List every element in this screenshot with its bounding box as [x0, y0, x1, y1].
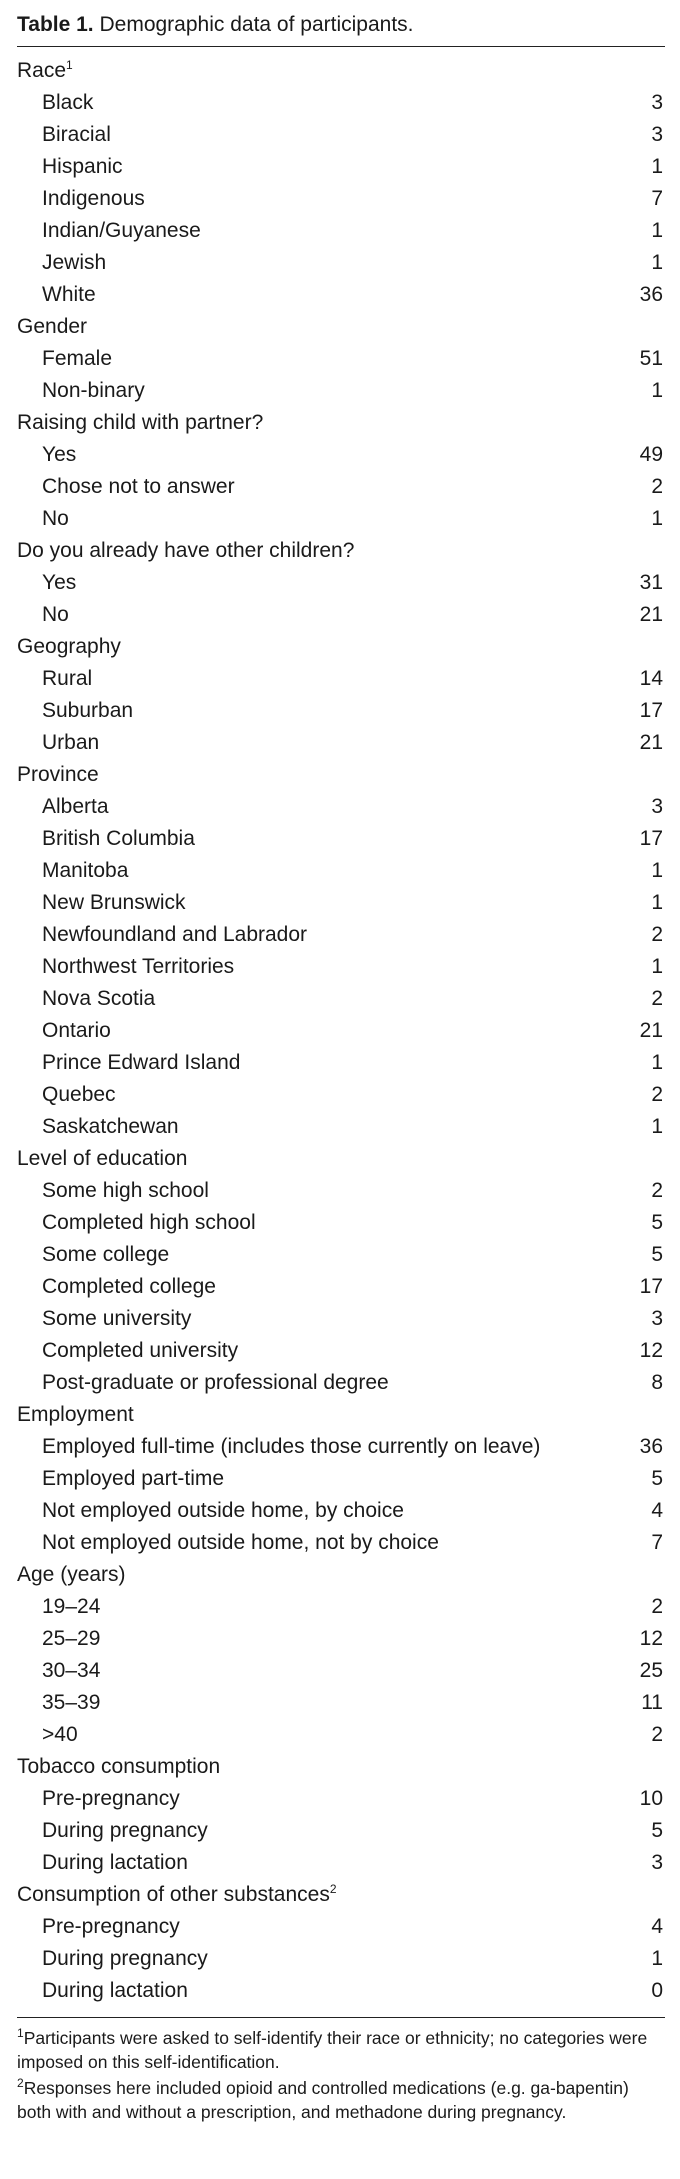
row-value: 2: [651, 923, 663, 946]
table-row: [17, 567, 665, 599]
row-value: 1: [651, 251, 663, 274]
row-value: 1: [651, 219, 663, 242]
table-row: [17, 919, 665, 951]
row-value: 31: [639, 571, 663, 594]
row-value: 14: [639, 667, 663, 690]
row-label: Employed part-time: [42, 1467, 225, 1490]
row-label: Ontario: [42, 1019, 111, 1042]
table-row: [17, 1719, 665, 1751]
row-label: Urban: [42, 731, 100, 754]
row-value: 1: [651, 155, 663, 178]
table-row: [17, 1047, 665, 1079]
row-value: 8: [651, 1371, 663, 1394]
section-heading: [17, 1751, 665, 1783]
row-label: White: [42, 283, 96, 306]
section-heading: [17, 1879, 665, 1911]
row-label: New Brunswick: [42, 891, 186, 914]
row-value: 17: [639, 699, 663, 722]
table-row: [17, 1015, 665, 1047]
section-heading: [17, 1399, 665, 1431]
section-heading-text: Level of education: [17, 1147, 188, 1170]
row-value: 7: [651, 1531, 663, 1554]
table-row: [17, 1783, 665, 1815]
row-value: 49: [639, 443, 663, 466]
table-row: [17, 1495, 665, 1527]
row-label: Not employed outside home, not by choice: [42, 1531, 439, 1554]
row-label: Hispanic: [42, 155, 123, 178]
table-row: [17, 1271, 665, 1303]
row-value: 3: [651, 91, 663, 114]
row-value: 0: [651, 1979, 663, 2002]
table-row: [17, 471, 665, 503]
footnote-text: Responses here included opioid and controlled medications (e.g. ga-bapentin) both with and without a prescription, and methadone during pregnancy.: [17, 2078, 629, 2122]
section-heading-text: Employment: [17, 1403, 134, 1426]
row-value: 4: [651, 1915, 663, 1938]
section-heading-label: [17, 311, 87, 343]
row-label: Jewish: [42, 251, 107, 274]
row-label: Some university: [42, 1307, 192, 1330]
row-label: 30–34: [42, 1659, 101, 1682]
table-row: [17, 343, 665, 375]
section-heading-text: Geography: [17, 635, 121, 658]
row-label: Yes: [42, 571, 77, 594]
row-label: Alberta: [42, 795, 109, 818]
table-row: [17, 1623, 665, 1655]
table-row: [17, 1335, 665, 1367]
section-heading: [17, 311, 665, 343]
table-row: [17, 663, 665, 695]
section-heading: [17, 631, 665, 663]
table-row: [17, 983, 665, 1015]
row-value: 1: [651, 379, 663, 402]
row-label: Completed college: [42, 1275, 216, 1298]
row-value: 25: [639, 1659, 663, 1682]
table-row: [17, 439, 665, 471]
row-label: Biracial: [42, 123, 111, 146]
row-label: 19–24: [42, 1595, 101, 1618]
row-label: Northwest Territories: [42, 955, 235, 978]
row-label: Chose not to answer: [42, 475, 235, 498]
row-value: 1: [651, 891, 663, 914]
row-value: 17: [639, 827, 663, 850]
row-label: 25–29: [42, 1627, 101, 1650]
row-value: 3: [651, 123, 663, 146]
section-heading-text: Race: [17, 59, 67, 82]
row-label: British Columbia: [42, 827, 195, 850]
table-row: [17, 1847, 665, 1879]
section-heading: [17, 407, 665, 439]
row-value: 51: [639, 347, 663, 370]
row-label: Some high school: [42, 1179, 209, 1202]
row-label: Female: [42, 347, 113, 370]
section-heading: [17, 55, 665, 87]
row-label: Completed high school: [42, 1211, 256, 1234]
table-row: [17, 215, 665, 247]
table-row: [17, 1367, 665, 1399]
row-label: Manitoba: [42, 859, 129, 882]
table-row: [17, 1303, 665, 1335]
table-row: [17, 87, 665, 119]
row-label: Rural: [42, 667, 93, 690]
table-row: [17, 1079, 665, 1111]
table-row: [17, 1591, 665, 1623]
table-row: [17, 183, 665, 215]
row-label: During pregnancy: [42, 1947, 208, 1970]
row-label: Prince Edward Island: [42, 1051, 241, 1074]
row-label: Employed full-time (includes those currently on leave): [42, 1435, 541, 1458]
section-heading-text: Tobacco consumption: [17, 1755, 221, 1778]
footnote-marker: 2: [329, 1882, 337, 1896]
table-row: [17, 1687, 665, 1719]
table-row: [17, 151, 665, 183]
row-label: No: [42, 603, 69, 626]
table-row: [17, 119, 665, 151]
row-value: 10: [639, 1787, 663, 1810]
row-label: Nova Scotia: [42, 987, 156, 1010]
table-row: [17, 1431, 665, 1463]
row-value: 12: [639, 1339, 663, 1362]
table-row: [17, 887, 665, 919]
row-value: 2: [651, 1723, 663, 1746]
row-label: Not employed outside home, by choice: [42, 1499, 404, 1522]
table-row: [17, 1207, 665, 1239]
section-heading-text: Age (years): [17, 1563, 126, 1586]
section-heading-text: Consumption of other substances: [17, 1883, 330, 1906]
row-value: 11: [641, 1691, 663, 1714]
section-heading-label: [17, 1559, 126, 1591]
section-heading-text: Do you already have other children?: [17, 539, 355, 562]
table-row: [17, 791, 665, 823]
footnote-marker: 1: [17, 2026, 24, 2041]
table-row: [17, 1975, 665, 2007]
row-value: 5: [651, 1243, 663, 1266]
row-label: Saskatchewan: [42, 1115, 179, 1138]
row-value: 1: [651, 859, 663, 882]
row-value: 2: [651, 475, 663, 498]
section-heading-label: [17, 55, 73, 87]
row-value: 2: [651, 1179, 663, 1202]
section-heading-text: Province: [17, 763, 99, 786]
row-label: >40: [42, 1723, 78, 1746]
table-title: Demographic data of participants.: [99, 13, 414, 36]
row-value: 1: [651, 507, 663, 530]
row-label: Post-graduate or professional degree: [42, 1371, 389, 1394]
table-row: [17, 1463, 665, 1495]
row-label: Indian/Guyanese: [42, 219, 201, 242]
footnote-marker: 1: [66, 58, 73, 72]
table-row: [17, 279, 665, 311]
section-heading: [17, 1143, 665, 1175]
table-body: [17, 55, 665, 2007]
section-heading: [17, 759, 665, 791]
row-value: 5: [651, 1819, 663, 1842]
footnote: [17, 2026, 665, 2074]
row-label: Yes: [42, 443, 77, 466]
row-value: 3: [651, 1851, 663, 1874]
row-value: 4: [651, 1499, 663, 1522]
row-value: 5: [651, 1467, 663, 1490]
row-label: 35–39: [42, 1691, 101, 1714]
row-value: 5: [651, 1211, 663, 1234]
row-value: 3: [651, 795, 663, 818]
footnote-text: Participants were asked to self-identify their race or ethnicity; no categories were imposed on this self-identification.: [17, 2028, 648, 2072]
row-value: 21: [639, 731, 663, 754]
row-label: During pregnancy: [42, 1819, 208, 1842]
row-value: 2: [651, 987, 663, 1010]
section-heading-label: [17, 1879, 337, 1911]
table-row: [17, 1239, 665, 1271]
row-label: Newfoundland and Labrador: [42, 923, 308, 946]
section-heading-label: [17, 407, 263, 439]
footnote-marker: 2: [17, 2076, 24, 2091]
row-label: Completed university: [42, 1339, 239, 1362]
section-heading-label: [17, 1751, 220, 1783]
row-value: 12: [639, 1627, 663, 1650]
table-row: [17, 1527, 665, 1559]
section-heading-text: Gender: [17, 315, 88, 338]
table-row: [17, 727, 665, 759]
table-row: [17, 599, 665, 631]
row-label: Pre-pregnancy: [42, 1915, 180, 1938]
row-label: During lactation: [42, 1851, 188, 1874]
section-heading-text: Raising child with partner?: [17, 411, 264, 434]
row-value: 36: [639, 1435, 663, 1458]
row-value: 1: [651, 1115, 663, 1138]
document-page: [17, 0, 665, 2124]
table-label: Table 1.: [17, 13, 94, 36]
section-heading-label: [17, 1143, 187, 1175]
table-footnotes: [17, 2017, 665, 2124]
section-heading-label: [17, 759, 99, 791]
section-heading: [17, 535, 665, 567]
row-value: 3: [651, 1307, 663, 1330]
table-row: [17, 855, 665, 887]
table-row: [17, 951, 665, 983]
row-value: 17: [639, 1275, 663, 1298]
row-value: 21: [639, 603, 663, 626]
table-row: [17, 1943, 665, 1975]
row-value: 2: [651, 1083, 663, 1106]
row-value: 2: [651, 1595, 663, 1618]
row-label: Quebec: [42, 1083, 116, 1106]
row-label: Some college: [42, 1243, 170, 1266]
row-label: Black: [42, 91, 94, 114]
row-value: 36: [639, 283, 663, 306]
table-row: [17, 503, 665, 535]
section-heading: [17, 1559, 665, 1591]
table-row: [17, 1815, 665, 1847]
table-caption: [17, 10, 665, 47]
row-value: 1: [651, 1051, 663, 1074]
table-row: [17, 823, 665, 855]
row-label: No: [42, 507, 69, 530]
table-row: [17, 1111, 665, 1143]
row-label: Suburban: [42, 699, 134, 722]
table-row: [17, 695, 665, 727]
row-label: Pre-pregnancy: [42, 1787, 180, 1810]
table-row: [17, 375, 665, 407]
row-value: 21: [639, 1019, 663, 1042]
table-row: [17, 247, 665, 279]
row-value: 7: [651, 187, 663, 210]
table-row: [17, 1655, 665, 1687]
row-value: 1: [651, 1947, 663, 1970]
section-heading-label: [17, 631, 121, 663]
row-label: Non-binary: [42, 379, 145, 402]
section-heading-label: [17, 1399, 134, 1431]
row-label: Indigenous: [42, 187, 145, 210]
footnote: [17, 2076, 665, 2124]
table-row: [17, 1911, 665, 1943]
section-heading-label: [17, 535, 354, 567]
row-value: 1: [651, 955, 663, 978]
row-label: During lactation: [42, 1979, 188, 2002]
table-row: [17, 1175, 665, 1207]
